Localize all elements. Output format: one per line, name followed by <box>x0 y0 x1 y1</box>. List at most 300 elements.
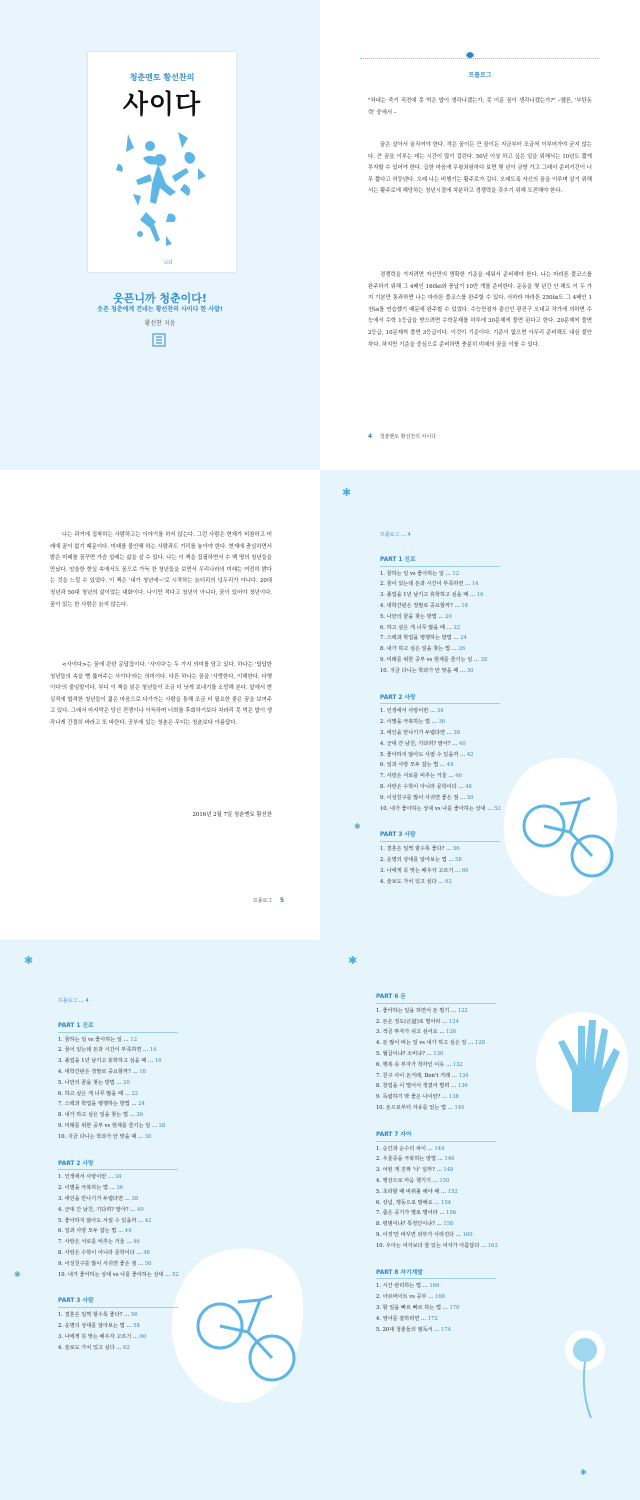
toc-item[interactable] <box>58 1332 268 1343</box>
toc-item-title: 10. 지금 다니는 학과가 안 맞을 때 <box>58 1133 137 1140</box>
toc-leader: … <box>485 805 495 812</box>
toc-leader: … <box>420 1283 430 1290</box>
star-icon: ✱ <box>24 954 34 967</box>
running-title: 청춘멘토 황선찬의 사이다 <box>379 434 437 440</box>
toc-leader: … <box>128 1206 138 1213</box>
toc-leader: … <box>123 1195 132 1202</box>
toc-item-title: 5. 나만의 꿈을 찾는 방법 <box>58 1079 115 1086</box>
toc-leader: … <box>146 1058 155 1065</box>
toc-part-heading[interactable]: PART 6 돈 <box>376 992 496 1004</box>
toc-item-page: 122 <box>457 1007 468 1014</box>
toc-leader: … <box>443 570 453 577</box>
intro-page <box>0 470 320 940</box>
toc-item[interactable] <box>380 644 580 655</box>
toc-leader: … <box>431 1177 440 1184</box>
toc-prologue-label: 프롤로그 <box>58 998 78 1004</box>
toc-item[interactable] <box>58 1056 268 1067</box>
toc-leader: … <box>444 1061 453 1068</box>
toc-item-title: 4. 돈 많이 버는 일 vs 내가 하고 싶은 일 <box>376 1040 467 1047</box>
toc-page-1 <box>320 470 640 940</box>
toc-item-title: 3. 애인을 만나기가 두렵다면 <box>58 1195 124 1202</box>
toc-part-heading[interactable]: PART 3 사람 <box>58 1296 178 1308</box>
toc-leader: … <box>106 1174 115 1181</box>
toc-leader: … <box>458 751 467 758</box>
toc-item-page: 36 <box>438 719 446 726</box>
toc-item-title: 3. 나에게 꼭 맞는 배우자 고르기 <box>58 1333 132 1340</box>
toc-leader: … <box>458 667 467 674</box>
toc-leader: … <box>436 613 446 620</box>
toc-item-title: 10. 내가 좋아하는 상대 vs 나를 좋아하는 상대 <box>380 805 486 812</box>
toc-item[interactable] <box>376 1144 596 1155</box>
toc-item[interactable] <box>58 1343 268 1354</box>
toc-item[interactable] <box>58 1045 268 1056</box>
toc-item[interactable] <box>58 1089 268 1100</box>
svg-text:sid: sid <box>164 259 173 266</box>
toc-item[interactable] <box>376 1198 596 1209</box>
toc-item-title: 9. 이성친구를 많이 사귀면 좋은 점 <box>380 794 459 801</box>
toc-item-page: 14 <box>471 581 479 588</box>
toc-item-page: 14 <box>149 1047 157 1054</box>
toc-item-page: 20 <box>123 1079 130 1086</box>
toc-leader: … <box>437 1029 447 1036</box>
toc-item-page: 28 <box>480 656 488 663</box>
toc-prologue[interactable]: 프롤로그 … 4 <box>380 532 411 538</box>
toc-item[interactable] <box>376 1219 596 1230</box>
toc-item-page: 36 <box>116 1185 124 1192</box>
toc-item[interactable] <box>376 1049 596 1060</box>
toc-item[interactable] <box>380 633 580 644</box>
toc-item-title: 4. 대학간판은 정말로 중요할까? <box>380 602 453 609</box>
toc-item[interactable] <box>380 855 580 866</box>
toc-leader: … <box>449 646 459 653</box>
toc-item[interactable] <box>58 1183 268 1194</box>
star-icon: ✱ <box>14 1270 21 1279</box>
toc-item-page: 146 <box>444 1156 455 1163</box>
toc-leader: … <box>124 1239 134 1246</box>
toc-item-page: 24 <box>138 1101 145 1108</box>
toc-item-page: 166 <box>429 1283 440 1290</box>
toc-leader: … <box>430 719 439 726</box>
toc-item-page: 126 <box>446 1029 457 1036</box>
toc-item-title: 2. 이별을 극복하는 법 <box>58 1185 108 1192</box>
toc-item-page: 40 <box>459 740 466 747</box>
toc-leader: … <box>446 856 456 863</box>
toc-item[interactable] <box>380 739 580 750</box>
toc-item-title: 8. 내가 하고 싶은 일을 찾는 법 <box>58 1112 128 1119</box>
toc-leader: … <box>434 1221 444 1228</box>
toc-item-page: 58 <box>455 856 462 863</box>
toc-item[interactable] <box>58 1132 268 1143</box>
toc-item-title: 10. 우아는 여자보다 잘 있는 여자가 아름답다 <box>376 1242 480 1249</box>
toc-item-title: 3. 어떤 게 진짜 '나' 일까? <box>376 1167 435 1174</box>
toc-item[interactable] <box>58 1194 268 1205</box>
toc-leader: … <box>114 1344 124 1351</box>
page-footer <box>253 897 284 904</box>
toc-leader: … <box>121 1036 131 1043</box>
toc-item[interactable] <box>376 1314 596 1325</box>
toc-list <box>380 530 580 897</box>
toc-item-page: 46 <box>133 1239 140 1246</box>
toc-part-heading[interactable]: PART 3 사람 <box>380 830 500 842</box>
toc-leader: … <box>454 1231 463 1238</box>
toc-item[interactable] <box>58 1216 268 1227</box>
toc-item-page: 162 <box>487 1242 498 1249</box>
toc-item-title: 1. 꿈하는 일 vs 좋아하는 일 <box>380 570 444 577</box>
toc-item[interactable] <box>376 1292 596 1303</box>
toc-item[interactable] <box>376 1060 596 1071</box>
toc-item-title: 9. 미래를 위한 공부 vs 현재를 즐기는 일 <box>380 656 473 663</box>
toc-item-title: 6. 행복 속 부자가 착각인 이유 <box>376 1061 445 1068</box>
toc-item[interactable] <box>380 706 580 717</box>
toc-item-title: 8. 내가 하고 싶은 일을 찾는 법 <box>380 646 450 653</box>
toc-leader: … <box>122 1090 132 1097</box>
toc-part-heading[interactable]: PART 7 자아 <box>376 1130 496 1142</box>
toc-leader: … <box>440 1304 450 1311</box>
toc-leader: … <box>436 1156 445 1163</box>
toc-leader: … <box>444 624 454 631</box>
toc-item-page: 40 <box>137 1206 144 1213</box>
toc-item-page: 16 <box>154 1058 162 1065</box>
toc-leader: … <box>446 773 456 780</box>
toc-item[interactable] <box>380 623 580 634</box>
toc-item-page: 52 <box>172 1271 179 1278</box>
toc-item-title: 7. 좁은 공기가 별로 별어라 <box>376 1210 438 1217</box>
toc-leader: … <box>114 1079 124 1086</box>
toc-item-title: 6. 하고 싶은 게 너무 많을 때 <box>58 1090 123 1097</box>
toc-item-page: 124 <box>448 1018 459 1025</box>
toc-leader: … <box>129 1101 139 1108</box>
toc-item[interactable] <box>380 612 580 623</box>
toc-item-title: 1. 꿈하는 일 vs 좋아하는 일 <box>58 1036 122 1043</box>
toc-leader: … <box>432 1199 442 1206</box>
toc-item-page: 158 <box>443 1221 454 1228</box>
toc-item[interactable] <box>380 579 580 590</box>
toc-item[interactable] <box>58 1310 268 1321</box>
toc-item[interactable] <box>380 590 580 601</box>
toc-item-title: 4. 대학간판은 정말로 중요할까? <box>58 1068 131 1075</box>
toc-item[interactable] <box>380 569 580 580</box>
toc-leader: … <box>426 1294 436 1301</box>
toc-leader: … <box>434 1167 444 1174</box>
toc-leader: … <box>428 708 437 715</box>
star-icon: ✱ <box>342 486 352 499</box>
toc-prologue-label: 프롤로그 <box>380 532 400 538</box>
toc-item-page: 62 <box>445 878 452 885</box>
running-title: 프롤로그 <box>252 898 273 904</box>
toc-item[interactable] <box>376 1092 596 1103</box>
toc-item-page: 50 <box>466 794 474 801</box>
toc-list <box>376 986 596 1345</box>
toc-item-page: 38 <box>131 1195 139 1202</box>
toc-leader: … <box>449 1083 458 1090</box>
toc-item-page: 138 <box>448 1094 459 1101</box>
toc-item-title: 10. 내가 좋아하는 상대 vs 나를 좋아하는 상대 <box>58 1271 164 1278</box>
toc-item[interactable] <box>380 601 580 612</box>
toc-item[interactable] <box>58 1035 268 1046</box>
toc-item-page: 160 <box>462 1231 473 1238</box>
toc-item-page: 42 <box>144 1217 152 1224</box>
toc-item[interactable] <box>58 1078 268 1089</box>
toc-item-page: 30 <box>144 1133 152 1140</box>
toc-leader: … <box>127 1112 137 1119</box>
toc-item[interactable] <box>380 804 580 815</box>
cover-title: 사이다 <box>122 90 202 120</box>
toc-item[interactable] <box>380 666 580 677</box>
toc-leader: … <box>436 878 446 885</box>
toc-item-page: 60 <box>139 1333 147 1340</box>
toc-item[interactable] <box>380 750 580 761</box>
toc-leader: … <box>116 1228 125 1235</box>
book-cover <box>88 52 236 272</box>
leaf-icon <box>463 48 477 62</box>
toc-leader: … <box>451 635 461 642</box>
toc-leader: … <box>466 1040 476 1047</box>
toc-item-title: 2. 돈은 정도(正道)로 벌어라 <box>376 1018 441 1025</box>
toc-leader: … <box>452 602 462 609</box>
toc-item-title: 8. 평범이냐? 특정인이냐? <box>376 1221 435 1228</box>
toc-leader: … <box>479 1242 488 1249</box>
toc-item-title: 1. 순간과 순수의 차이 <box>376 1145 426 1152</box>
toc-item[interactable] <box>380 728 580 739</box>
toc-part-heading[interactable]: PART 8 자기계발 <box>376 1268 496 1280</box>
toc-item[interactable] <box>376 1027 596 1038</box>
toc-part-heading[interactable]: PART 2 사랑 <box>58 1159 178 1171</box>
toc-item-title: 5. 초라할 때 바꿔볼 해야 해 <box>376 1188 440 1195</box>
toc-item[interactable] <box>376 1006 596 1017</box>
toc-item-title: 2. 아르바이트 vs 공부 <box>376 1294 427 1301</box>
toc-item[interactable] <box>380 844 580 855</box>
toc-leader: … <box>453 867 462 874</box>
toc-leader: … <box>150 1122 159 1129</box>
toc-prologue-page: 4 <box>85 998 89 1004</box>
cover-subtitle: 청춘멘토 황선찬의 <box>129 73 195 82</box>
toc-item-title: 4. 행상으로 마음 챙기기 <box>376 1177 431 1184</box>
toc-part-heading[interactable]: PART 1 진로 <box>380 555 500 567</box>
toc-leader: … <box>437 1210 447 1217</box>
toc-item-title: 3. 적금 투자가 쉬고 싶어요 <box>376 1029 438 1036</box>
toc-item-page: 48 <box>465 783 472 790</box>
toc-item-page: 16 <box>476 592 484 599</box>
toc-item-page: 136 <box>457 1083 468 1090</box>
toc-item[interactable] <box>58 1259 268 1270</box>
toc-item[interactable] <box>376 1165 596 1176</box>
toc-leader: … <box>468 592 477 599</box>
toc-item-page: 34 <box>114 1174 122 1181</box>
toc-item-title: 5. 나만의 꿈을 찾는 방법 <box>380 613 437 620</box>
toc-leader: … <box>124 1322 134 1329</box>
toc-leader: … <box>108 1185 117 1192</box>
toc-item-page: 52 <box>494 805 501 812</box>
toc-item-page: 34 <box>436 708 444 715</box>
divider <box>360 58 600 59</box>
toc-item[interactable] <box>380 793 580 804</box>
toc-item-page: 58 <box>133 1322 140 1329</box>
toc-leader: … <box>458 794 467 801</box>
toc-leader: … <box>163 1271 173 1278</box>
toc-item[interactable] <box>380 655 580 666</box>
toc-item-page: 132 <box>452 1061 463 1068</box>
toc-item[interactable] <box>380 866 580 877</box>
toc-item-title: 1. 인생에서 사랑이란 <box>380 708 429 715</box>
toc-item-title: 9. 미래를 위한 공부 vs 현재를 즐기는 일 <box>58 1122 151 1129</box>
toc-item-page: 170 <box>449 1304 460 1311</box>
toc-item[interactable] <box>380 771 580 782</box>
toc-item-title: 2. 우울증을 극복하는 방법 <box>376 1156 437 1163</box>
toc-leader: … <box>440 1018 449 1025</box>
toc-item-title: 1. 결혼은 일찍 할수록 좋다? <box>380 846 445 853</box>
prologue-paragraph-1: 꿈은 살아서 움직여야 한다. 작은 꿈이든 큰 꿈이든 지금부터 조금씩 이루어가야 굳지 않는다. 큰 꿈을 이루는 데는 시간이 많이 걸린다. 50년 이상 하고 싶은 일을 위해서는 10년도 짧게 투자할 수 있어야 한다. 급한 마음에 우왕좌왕하다 보면 몇 년이 금방 가고 그래서 준비기간이 너무 짧다고 허둥댄다. 오래 나는 비행기는 활주로가 길다. 오래도록 자신의 꿈을 이루며 살기 위해서는 활주로에 해당하는 청년시절에 차분하고 경쟁력을 갖추기 위해 도전해야 한다. <box>368 142 592 195</box>
toc-item[interactable] <box>380 877 580 888</box>
toc-item[interactable] <box>380 782 580 793</box>
page-number: 4 <box>368 433 373 440</box>
toc-item-page: 46 <box>455 773 462 780</box>
cover-author: 황선찬 지음 <box>144 320 176 327</box>
toc-item[interactable] <box>376 1071 596 1082</box>
toc-part-heading[interactable]: PART 1 진로 <box>58 1021 178 1033</box>
star-icon: ✱ <box>348 954 358 967</box>
toc-item-title: 3. 애인을 만나기가 두렵다면 <box>380 729 446 736</box>
toc-list <box>58 996 268 1363</box>
toc-leader: … <box>136 1217 145 1224</box>
toc-item-page: 168 <box>435 1294 445 1301</box>
toc-item-title: 7. 사랑은 서로를 비추는 거울 <box>380 773 447 780</box>
toc-item[interactable] <box>380 760 580 771</box>
toc-leader: … <box>450 1072 459 1079</box>
toc-item-page: 130 <box>433 1050 444 1057</box>
toc-item-page: 140 <box>454 1104 465 1111</box>
toc-item[interactable] <box>376 1208 596 1219</box>
toc-leader: … <box>426 1145 435 1152</box>
toc-leader: … <box>445 729 454 736</box>
toc-item-title: 9. 이것'만 바꾸면 외부가 사라진다 <box>376 1231 455 1238</box>
cover-illustration-icon <box>88 124 236 272</box>
toc-page-3 <box>320 940 640 1500</box>
toc-part-heading[interactable]: PART 2 사랑 <box>380 693 500 705</box>
toc-item[interactable] <box>376 1281 596 1292</box>
toc-item-page: 60 <box>461 867 469 874</box>
toc-item-page: 18 <box>461 602 468 609</box>
toc-item-title: 4. 군대 간 남친, 기다려? 말아? <box>380 740 451 747</box>
toc-leader: … <box>134 1249 144 1256</box>
signature: 2016년 2월 7일 청춘멘토 황선찬 <box>192 812 272 818</box>
toc-item-title: 2. 꿈이 있는데 돈과 시간이 부족하면 <box>380 581 464 588</box>
toc-leader: … <box>445 1104 455 1111</box>
toc-item-page: 20 <box>445 613 452 620</box>
toc-item-page: 44 <box>124 1228 132 1235</box>
toc-item-title: 6. 일과 사랑 모두 잡는 법 <box>58 1228 117 1235</box>
toc-item-title: 7. 스펙과 학업을 병행하는 방법 <box>58 1101 130 1108</box>
toc-item-page: 26 <box>136 1112 144 1119</box>
toc-item[interactable] <box>58 1237 268 1248</box>
toc-leader: … <box>424 1050 434 1057</box>
toc-item-title: 5. 좋아하지 않아도 사귈 수 있을까 <box>58 1217 137 1224</box>
toc-item-page: 144 <box>434 1145 445 1152</box>
toc-item-page: 148 <box>443 1167 454 1174</box>
toc-leader: … <box>456 783 466 790</box>
toc-leader: … <box>463 581 472 588</box>
toc-item-page: 48 <box>143 1249 150 1256</box>
toc-item-title: 8. 사랑은 수학이 아니라 문학이다 <box>380 783 457 790</box>
toc-item[interactable] <box>376 1230 596 1241</box>
toc-item-title: 1. 시간 관리하는 법 <box>376 1283 421 1290</box>
toc-item[interactable] <box>376 1081 596 1092</box>
toc-item-page: 44 <box>446 762 454 769</box>
toc-item[interactable] <box>58 1205 268 1216</box>
toc-leader: … <box>130 1068 140 1075</box>
toc-item[interactable] <box>376 1017 596 1028</box>
toc-item-page: 24 <box>460 635 467 642</box>
toc-item[interactable] <box>58 1067 268 1078</box>
prologue-page <box>320 0 640 470</box>
cover-slogan: 웃픈니까 청춘이다! <box>113 292 207 305</box>
toc-item-page: 152 <box>447 1188 458 1195</box>
toc-item-title: 1. 인생에서 사랑이란 <box>58 1174 107 1181</box>
star-icon: ✱ <box>580 1468 587 1477</box>
toc-item-title: 7. 사랑은 서로를 비추는 거울 <box>58 1239 125 1246</box>
toc-item-page: 128 <box>475 1040 485 1047</box>
toc-item[interactable] <box>58 1121 268 1132</box>
prologue-label: 프롤로그 <box>468 72 492 79</box>
toc-item[interactable] <box>376 1241 596 1252</box>
toc-item[interactable] <box>376 1038 596 1049</box>
toc-item-page: 26 <box>458 646 466 653</box>
toc-item-page: 50 <box>144 1260 152 1267</box>
prologue-quote: "차네는 죽기 직전에 못 먹은 밥이 생각나겠는가, 못 이룬 꿈이 생각나겠는가?" –헬른, '부탄동력' 중에서 – <box>368 98 592 116</box>
toc-item[interactable] <box>58 1321 268 1332</box>
toc-item-page: 172 <box>427 1315 438 1322</box>
toc-leader: … <box>122 1312 131 1319</box>
toc-item[interactable] <box>58 1110 268 1121</box>
toc-item-title: 1. 결혼은 일찍 할수록 좋다? <box>58 1312 123 1319</box>
cover-description: 웃픈 청춘에게 건네는 황선찬의 사이다 한 사발! <box>97 306 223 313</box>
toc-item-title: 6. 상념, 행동으로 말해요 <box>376 1199 433 1206</box>
toc-prologue[interactable]: 프롤로그 … 4 <box>58 998 89 1004</box>
toc-item[interactable] <box>58 1172 268 1183</box>
toc-leader: … <box>450 740 460 747</box>
toc-item-title: 5. 20대 청춘들의 필독서 <box>376 1326 433 1333</box>
toc-item[interactable] <box>58 1248 268 1259</box>
toc-item-title: 6. 일과 사랑 모두 잡는 법 <box>380 762 439 769</box>
toc-item-title: 7. 친구 사이 돈거래, Don't 거래 <box>376 1072 451 1079</box>
toc-item-title: 3. 나에게 꼭 맞는 배우자 고르기 <box>380 867 454 874</box>
toc-item[interactable] <box>376 1303 596 1314</box>
toc-item-title: 7. 스펙과 학업을 병행하는 방법 <box>380 635 452 642</box>
toc-item-page: 12 <box>130 1036 137 1043</box>
toc-item[interactable] <box>376 1154 596 1165</box>
toc-item-title: 6. 하고 싶은 게 너무 많을 때 <box>380 624 445 631</box>
toc-item[interactable] <box>376 1325 596 1336</box>
toc-leader: … <box>438 762 447 769</box>
toc-item-page: 18 <box>139 1068 146 1075</box>
toc-item-title: 2. 운명의 상대를 알아보는 법 <box>58 1322 125 1329</box>
toc-item[interactable] <box>58 1226 268 1237</box>
toc-item-page: 12 <box>452 570 459 577</box>
toc-item[interactable] <box>380 717 580 728</box>
toc-item-title: 1. 좋아하는 일을 하면서 돈 벌기 <box>376 1007 450 1014</box>
toc-item-title: 3. 할 일을 빠르 빠르 하는 법 <box>376 1304 441 1311</box>
toc-item-title: 2. 꿈이 있는데 돈과 시간이 부족하면 <box>58 1047 142 1054</box>
toc-item[interactable] <box>376 1176 596 1187</box>
toc-item[interactable] <box>376 1103 596 1114</box>
toc-item-title: 4. 술보도 가치 있고 싶다 <box>58 1344 115 1351</box>
toc-item[interactable] <box>376 1187 596 1198</box>
toc-item[interactable] <box>58 1099 268 1110</box>
toc-page-2 <box>0 940 320 1500</box>
toc-item[interactable] <box>58 1270 268 1281</box>
toc-item-title: 5. 좋아하지 않아도 사귈 수 있을까 <box>380 751 459 758</box>
toc-item-page: 42 <box>466 751 474 758</box>
toc-item-title: 8. 사랑은 수학이 아니라 문학이다 <box>58 1249 135 1256</box>
